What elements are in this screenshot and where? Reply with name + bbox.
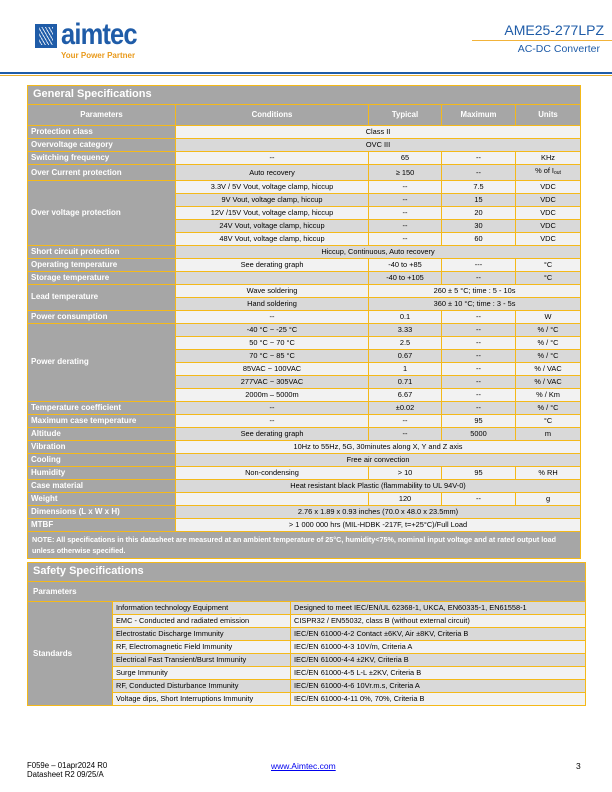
table-row <box>28 323 581 336</box>
header-rule-orange <box>0 75 612 76</box>
table-row <box>28 518 581 531</box>
cell-units: % / °C <box>516 323 581 336</box>
cell-typical: -- <box>369 232 442 245</box>
row-label: Case material <box>28 479 176 492</box>
cell-typical: 0.1 <box>369 310 442 323</box>
cell-typical: 3.33 <box>369 323 442 336</box>
cell-typical: -- <box>369 206 442 219</box>
row-label: Storage temperature <box>28 271 176 284</box>
cell-conditions: 3.3V / 5V Vout, voltage clamp, hiccup <box>176 180 369 193</box>
cell-conditions: Auto recovery <box>176 165 369 181</box>
cell-maximum: -- <box>442 323 516 336</box>
table-row <box>28 245 581 258</box>
table-row <box>28 126 581 139</box>
cell-test: Voltage dips, Short Interruptions Immunity <box>113 693 291 706</box>
row-label: Vibration <box>28 440 176 453</box>
cell-conditions: 50 °C ~ 70 °C <box>176 336 369 349</box>
title-block <box>472 22 612 55</box>
cell-maximum: -- <box>442 492 516 505</box>
cell-typical: -- <box>369 219 442 232</box>
cell-units: g <box>516 492 581 505</box>
section-title: General Specifications <box>28 86 581 105</box>
cell-maximum: -- <box>442 401 516 414</box>
cell-units: VDC <box>516 232 581 245</box>
table-row <box>28 180 581 193</box>
cell-conditions <box>176 492 369 505</box>
header-rule-blue <box>0 72 612 74</box>
table-row <box>28 453 581 466</box>
cell-typical: 6.67 <box>369 388 442 401</box>
cell-maximum: --- <box>442 258 516 271</box>
table-row <box>28 414 581 427</box>
column-header-parameters: Parameters <box>28 105 176 126</box>
cell-typical: 1 <box>369 362 442 375</box>
cell-typical: -- <box>369 414 442 427</box>
row-value: Heat resistant black Plastic (flammability to UL 94V-0) <box>176 479 581 492</box>
cell-conditions: 9V Vout, voltage clamp, hiccup <box>176 193 369 206</box>
cell-test: Surge Immunity <box>113 667 291 680</box>
cell-conditions <box>176 271 369 284</box>
row-label: Short circuit protection <box>28 245 176 258</box>
table-row <box>28 427 581 440</box>
table-row <box>28 492 581 505</box>
aimtec-logo <box>35 18 165 62</box>
table-row <box>28 271 581 284</box>
cell-conditions: 12V /15V Vout, voltage clamp, hiccup <box>176 206 369 219</box>
cell-conditions: Non-condensing <box>176 466 369 479</box>
cell-maximum: -- <box>442 336 516 349</box>
parameters-header: Parameters <box>28 582 586 602</box>
table-row <box>28 479 581 492</box>
table-row <box>28 602 586 615</box>
cell-conditions: Wave soldering <box>176 284 369 297</box>
table-row <box>28 466 581 479</box>
footer-datasheet-revision: Datasheet R2 09/25/A <box>27 770 104 779</box>
cell-units: % / Km <box>516 388 581 401</box>
cell-typical: 2.5 <box>369 336 442 349</box>
cell-typical: 65 <box>369 152 442 165</box>
cell-conditions: -- <box>176 310 369 323</box>
unit-subscript: out <box>553 170 561 176</box>
cell-conditions: -- <box>176 414 369 427</box>
cell-value-span: 260 ± 5 °C; time : 5 - 10s <box>369 284 581 297</box>
cell-maximum: 30 <box>442 219 516 232</box>
row-label: Switching frequency <box>28 152 176 165</box>
row-label: Temperature coefficient <box>28 401 176 414</box>
cell-typical: -- <box>369 427 442 440</box>
logo-mark-icon <box>35 24 57 48</box>
unit-text: % of I <box>535 166 554 175</box>
cell-maximum: 15 <box>442 193 516 206</box>
row-label: Over Current protection <box>28 165 176 181</box>
table-row <box>28 284 581 297</box>
logo-tagline: Your Power Partner <box>61 51 136 60</box>
product-subtitle: AC-DC Converter <box>517 43 600 55</box>
table-row <box>28 258 581 271</box>
cell-units: W <box>516 310 581 323</box>
cell-units: °C <box>516 414 581 427</box>
row-value: Free air convection <box>176 453 581 466</box>
page-number: 3 <box>576 761 581 771</box>
table-row <box>28 440 581 453</box>
cell-description: IEC/EN 61000-4-3 10V/m, Criteria A <box>291 641 586 654</box>
cell-conditions: -- <box>176 401 369 414</box>
cell-maximum: -- <box>442 375 516 388</box>
title-divider <box>472 40 612 41</box>
cell-conditions: 85VAC ~ 100VAC <box>176 362 369 375</box>
cell-units: m <box>516 427 581 440</box>
row-value: Class II <box>176 126 581 139</box>
row-label: Lead temperature <box>28 284 176 310</box>
row-label: Dimensions (L x W x H) <box>28 505 176 518</box>
column-header-maximum: Maximum <box>442 105 516 126</box>
cell-value-span: 360 ± 10 °C; time : 3 - 5s <box>369 297 581 310</box>
cell-maximum: 20 <box>442 206 516 219</box>
cell-units: VDC <box>516 206 581 219</box>
row-label: Protection class <box>28 126 176 139</box>
cell-description: IEC/EN 61000-4-6 10Vr.m.s, Criteria A <box>291 680 586 693</box>
cell-typical: ≥ 150 <box>369 165 442 181</box>
website-link[interactable]: www.Aimtec.com <box>271 761 336 771</box>
cell-maximum: 5000 <box>442 427 516 440</box>
cell-test: EMC - Conducted and radiated emission <box>113 615 291 628</box>
cell-typical: -- <box>369 193 442 206</box>
cell-units: % / °C <box>516 401 581 414</box>
cell-units: VDC <box>516 219 581 232</box>
row-label: Humidity <box>28 466 176 479</box>
cell-test: Electrostatic Discharge Immunity <box>113 628 291 641</box>
cell-maximum: 95 <box>442 466 516 479</box>
cell-description: IEC/EN 61000-4-4 ±2KV, Criteria B <box>291 654 586 667</box>
table-row <box>28 152 581 165</box>
footer-document-info <box>27 761 107 779</box>
cell-conditions: See derating graph <box>176 427 369 440</box>
row-label: Overvoltage category <box>28 139 176 152</box>
cell-units: % / VAC <box>516 375 581 388</box>
cell-typical: 0.67 <box>369 349 442 362</box>
cell-units: VDC <box>516 193 581 206</box>
cell-units: % / °C <box>516 336 581 349</box>
cell-typical: -40 to +105 <box>369 271 442 284</box>
row-label: Power derating <box>28 323 176 401</box>
row-label: Maximum case temperature <box>28 414 176 427</box>
cell-units: KHz <box>516 152 581 165</box>
cell-test: RF, Electromagnetic Field Immunity <box>113 641 291 654</box>
cell-maximum: -- <box>442 362 516 375</box>
cell-conditions: -40 °C ~ -25 °C <box>176 323 369 336</box>
cell-units: % / °C <box>516 349 581 362</box>
cell-conditions: 24V Vout, voltage clamp, hiccup <box>176 219 369 232</box>
cell-conditions: 70 °C ~ 85 °C <box>176 349 369 362</box>
cell-typical: -40 to +85 <box>369 258 442 271</box>
column-header-units: Units <box>516 105 581 126</box>
general-specifications-table <box>27 85 581 559</box>
cell-conditions: 48V Vout, voltage clamp, hiccup <box>176 232 369 245</box>
table-row <box>28 139 581 152</box>
cell-description: IEC/EN 61000-4-11 0%, 70%, Criteria B <box>291 693 586 706</box>
cell-units <box>516 165 581 181</box>
table-row <box>28 505 581 518</box>
cell-typical: > 10 <box>369 466 442 479</box>
cell-description: CISPR32 / EN55032, class B (without external circuit) <box>291 615 586 628</box>
cell-conditions: -- <box>176 152 369 165</box>
cell-maximum: -- <box>442 388 516 401</box>
cell-conditions: Hand soldering <box>176 297 369 310</box>
cell-maximum: -- <box>442 165 516 181</box>
cell-maximum: 95 <box>442 414 516 427</box>
row-label: Operating temperature <box>28 258 176 271</box>
standards-label: Standards <box>28 602 113 706</box>
cell-maximum: -- <box>442 349 516 362</box>
cell-maximum: 7.5 <box>442 180 516 193</box>
cell-maximum: 60 <box>442 232 516 245</box>
cell-conditions: 277VAC ~ 305VAC <box>176 375 369 388</box>
page-header <box>0 0 612 70</box>
cell-conditions: See derating graph <box>176 258 369 271</box>
cell-typical: 0.71 <box>369 375 442 388</box>
footer-form-id: F059e – 01apr2024 R0 <box>27 761 108 770</box>
row-value: Hiccup, Continuous, Auto recovery <box>176 245 581 258</box>
cell-maximum: -- <box>442 152 516 165</box>
cell-units: °C <box>516 258 581 271</box>
cell-description: IEC/EN 61000-4-5 L-L ±2KV, Criteria B <box>291 667 586 680</box>
table-row <box>28 310 581 323</box>
column-header-conditions: Conditions <box>176 105 369 126</box>
table-row <box>28 165 581 181</box>
cell-units: VDC <box>516 180 581 193</box>
cell-description: Designed to meet IEC/EN/UL 62368-1, UKCA, EN60335-1, EN61558-1 <box>291 602 586 615</box>
cell-units: % / VAC <box>516 362 581 375</box>
cell-test: RF, Conducted Disturbance Immunity <box>113 680 291 693</box>
cell-test: Information technology Equipment <box>113 602 291 615</box>
table-row <box>28 401 581 414</box>
row-value: 10Hz to 55Hz, 5G, 30minutes along X, Y and Z axis <box>176 440 581 453</box>
table-note: NOTE: All specifications in this datasheet are measured at an ambient temperature of 25°C, humidity<75%, nominal input voltage and at rated output load unless otherwise specified. <box>28 531 581 558</box>
cell-maximum: -- <box>442 271 516 284</box>
row-label: Over voltage protection <box>28 180 176 245</box>
cell-units: % RH <box>516 466 581 479</box>
logo-wordmark: aimtec <box>61 18 137 51</box>
cell-description: IEC/EN 61000-4-2 Contact ±6KV, Air ±8KV, Criteria B <box>291 628 586 641</box>
row-value: > 1 000 000 hrs (MIL-HDBK -217F, t=+25°C)/Full Load <box>176 518 581 531</box>
row-label: Cooling <box>28 453 176 466</box>
row-value: 2.76 x 1.89 x 0.93 inches (70.0 x 48.0 x 23.5mm) <box>176 505 581 518</box>
cell-maximum: -- <box>442 310 516 323</box>
cell-units: °C <box>516 271 581 284</box>
safety-specifications-table <box>27 562 586 706</box>
product-name: AME25-277LPZ <box>504 22 604 38</box>
row-value: OVC III <box>176 139 581 152</box>
column-header-typical: Typical <box>369 105 442 126</box>
cell-typical: -- <box>369 180 442 193</box>
section-title: Safety Specifications <box>28 563 586 582</box>
cell-test: Electrical Fast Transient/Burst Immunity <box>113 654 291 667</box>
cell-conditions: 2000m – 5000m <box>176 388 369 401</box>
cell-typical: ±0.02 <box>369 401 442 414</box>
cell-typical: 120 <box>369 492 442 505</box>
row-label: Weight <box>28 492 176 505</box>
row-label: Power consumption <box>28 310 176 323</box>
row-label: MTBF <box>28 518 176 531</box>
row-label: Altitude <box>28 427 176 440</box>
